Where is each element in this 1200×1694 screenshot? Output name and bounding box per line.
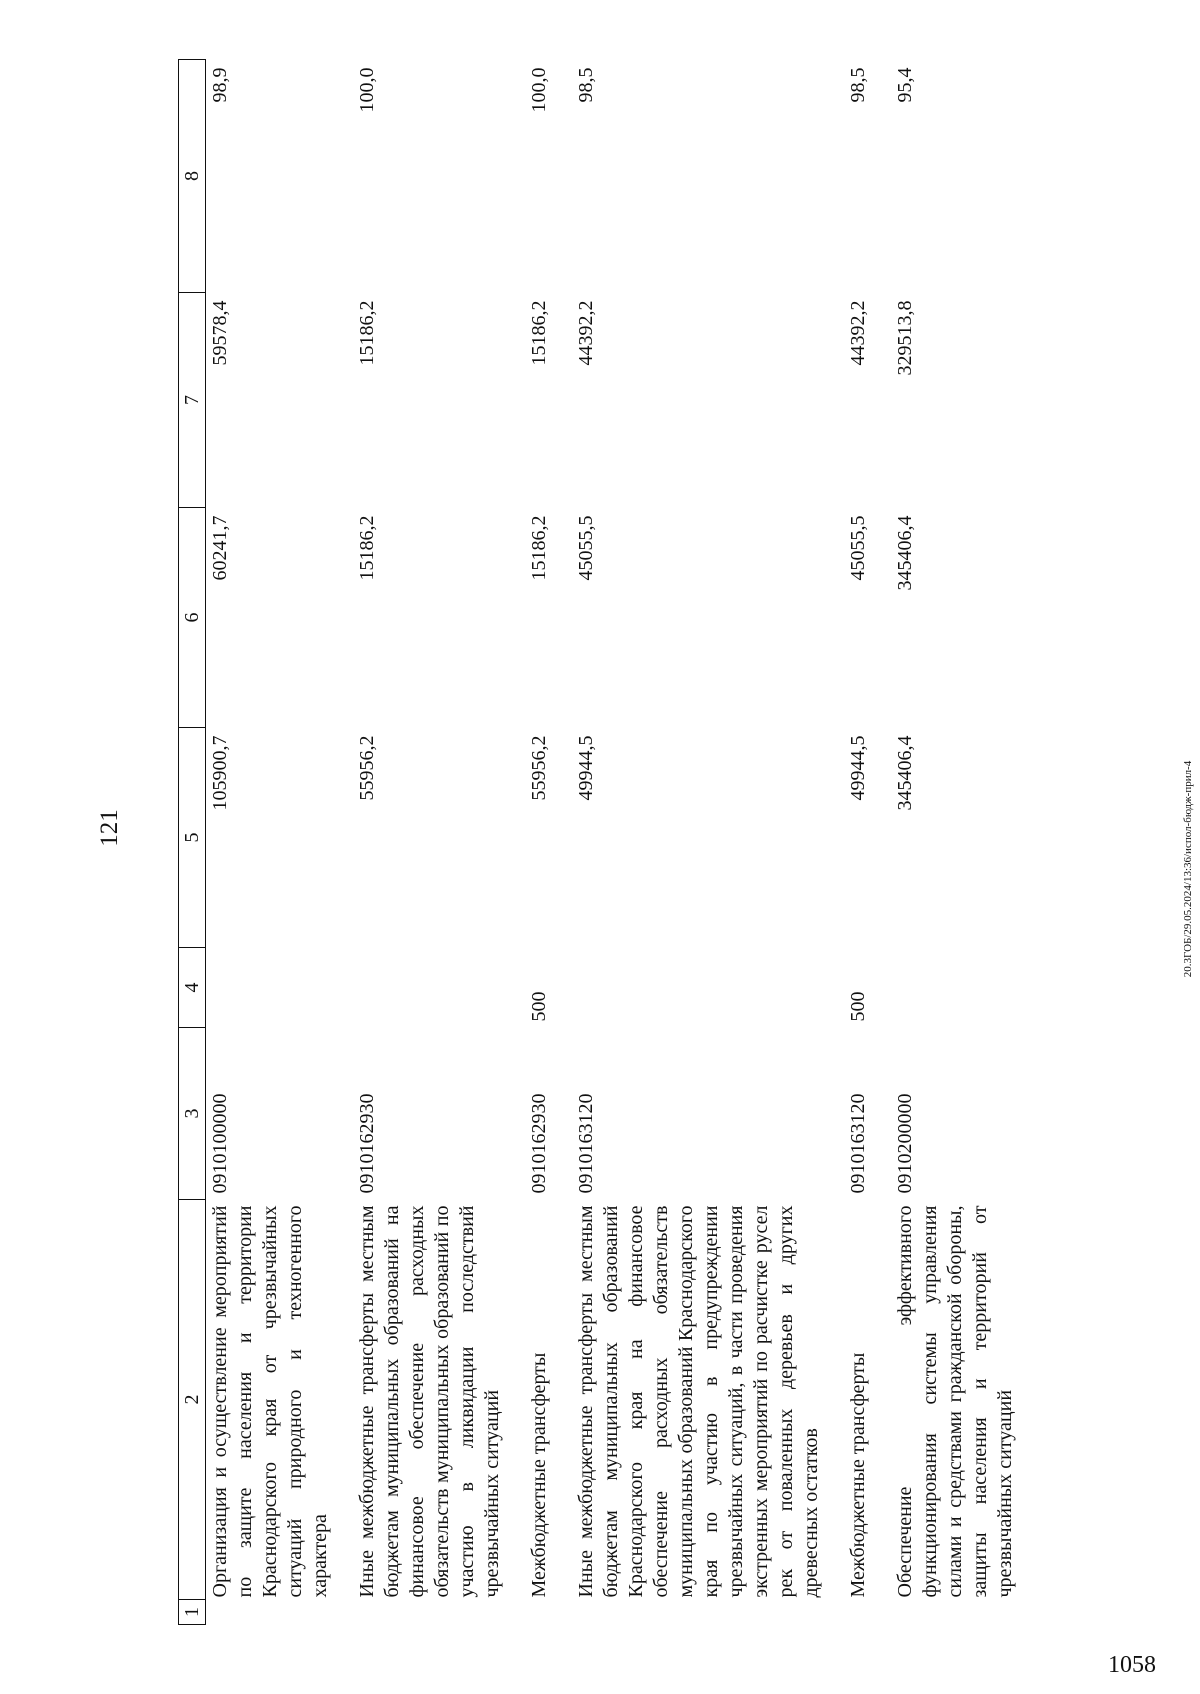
table-row (206, 60, 354, 1625)
row-value-8: 100,0 (356, 67, 378, 113)
row-description: Межбюджетные трансферты (528, 1352, 550, 1598)
table-row (353, 60, 525, 1625)
table-row (844, 60, 891, 1625)
budget-table (178, 59, 1038, 1625)
row-value-6: 60241,7 (209, 515, 231, 581)
row-description: Иные межбюджетные трансферты местным бюджетам муниципальных образований на финансовое обеспечение расходных обязательств муниципальных образований по участию в ликвидации последствий чрезвычайных ситуаций (356, 1205, 503, 1598)
row-expense-type: 500 (847, 991, 869, 1022)
column-header: 8 (179, 60, 206, 293)
page-number: 121 (96, 809, 123, 847)
column-header: 1 (179, 1600, 206, 1625)
row-spacer (206, 1600, 354, 1625)
footer-page-number: 1058 (1108, 1652, 1156, 1678)
row-value-6: 15186,2 (356, 515, 378, 581)
table-row (891, 60, 1038, 1625)
table-row (572, 60, 844, 1625)
column-header: 5 (179, 728, 206, 948)
row-value-5: 105900,7 (209, 735, 231, 811)
row-description: Организация и осуществление мероприятий по защите населения и территории Краснодарского края от чрезвычайных ситуаций природного и техногенного характера (209, 1205, 331, 1598)
row-description: Обеспечение эффективного функционирования системы управления силами и средствами гражданской обороны, защиты населения и территорий от чрезвычайных ситуаций (894, 1205, 1016, 1598)
row-value-6: 45055,5 (575, 515, 597, 581)
row-spacer (572, 1600, 844, 1625)
column-header: 7 (179, 293, 206, 508)
row-value-5: 49944,5 (847, 735, 869, 801)
rotated-table-container (178, 60, 1016, 1625)
row-value-5: 49944,5 (575, 735, 597, 801)
row-value-8: 98,9 (209, 67, 231, 103)
row-value-6: 45055,5 (847, 515, 869, 581)
row-expense-type (572, 948, 844, 1028)
table-row (525, 60, 572, 1625)
row-value-5: 55956,2 (356, 735, 378, 801)
row-value-8: 100,0 (528, 67, 550, 113)
row-spacer (891, 1600, 1038, 1625)
row-value-6: 345406,4 (894, 515, 916, 591)
row-value-7: 44392,2 (575, 300, 597, 366)
row-spacer (525, 1600, 572, 1625)
row-value-7: 44392,2 (847, 300, 869, 366)
row-value-7: 59578,4 (209, 300, 231, 366)
row-value-7: 15186,2 (528, 300, 550, 366)
row-value-7: 329513,8 (894, 300, 916, 376)
row-expense-type (206, 948, 354, 1028)
row-value-8: 98,5 (847, 67, 869, 103)
row-value-8: 98,5 (575, 67, 597, 103)
row-value-5: 345406,4 (894, 735, 916, 811)
row-value-6: 15186,2 (528, 515, 550, 581)
row-code: 0910163120 (847, 1093, 869, 1194)
row-value-7: 15186,2 (356, 300, 378, 366)
column-header: 4 (179, 948, 206, 1028)
column-header: 2 (179, 1200, 206, 1600)
row-expense-type (353, 948, 525, 1028)
table-header-row (179, 60, 206, 1625)
row-code: 0910162930 (356, 1093, 378, 1194)
row-code: 0910100000 (209, 1093, 231, 1194)
row-code: 0910163120 (575, 1093, 597, 1194)
row-spacer (844, 1600, 891, 1625)
row-expense-type: 500 (528, 991, 550, 1022)
row-value-8: 95,4 (894, 67, 916, 103)
column-header: 3 (179, 1028, 206, 1200)
row-expense-type (891, 948, 1038, 1028)
row-value-5: 55956,2 (528, 735, 550, 801)
row-code: 0910162930 (528, 1093, 550, 1194)
row-description: Иные межбюджетные трансферты местным бюджетам муниципальных образований Краснодарского края на финансовое обеспечение расходных обязательств муниципальных образований Краснодарского края по участию в предупреждении чрезвычайных ситуаций, в части проведения экстренных мероприятий по расчистке русел рек от поваленных деревьев и других древесных остатков (575, 1205, 822, 1598)
column-header: 6 (179, 508, 206, 728)
document-stamp: 20.3ГОБ/29.05.2024/13:36/испол-бюдж-прил-4 (1182, 760, 1194, 978)
row-code: 0910200000 (894, 1093, 916, 1194)
row-spacer (353, 1600, 525, 1625)
row-description: Межбюджетные трансферты (847, 1352, 869, 1598)
